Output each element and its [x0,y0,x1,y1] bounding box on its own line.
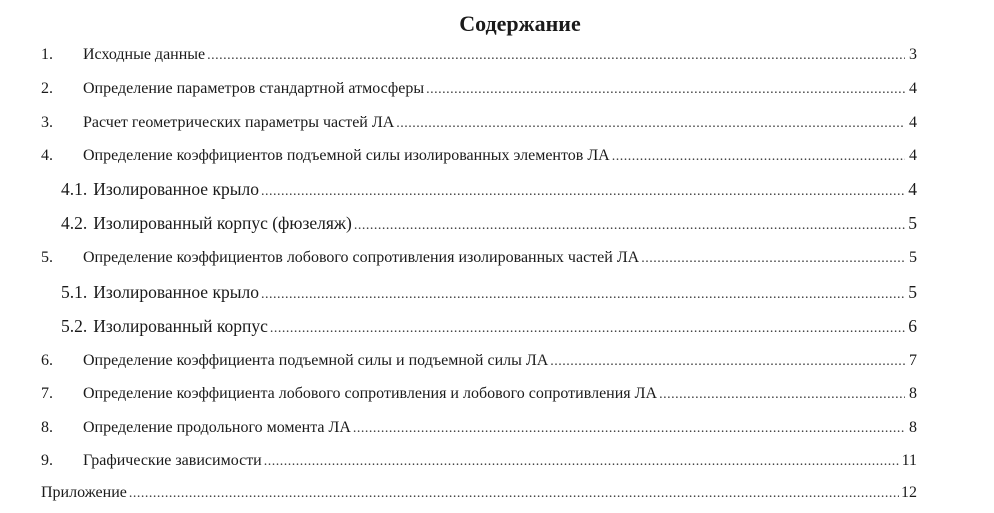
toc-entry[interactable] [41,383,917,406]
toc-entry-page: 5 [908,282,917,302]
toc-subentry[interactable] [61,280,917,307]
toc-entry-number: 3. [41,114,53,131]
toc-entry-page: 3 [909,46,917,63]
toc-entry-page: 11 [901,452,917,469]
dot-leader [264,451,900,473]
dot-leader [612,146,905,168]
dot-leader [261,180,905,204]
toc-entry[interactable] [41,247,917,270]
toc-entry-label: Изолированное крыло [93,179,259,199]
toc-entry-label: Исходные данные [83,46,206,63]
toc-entry-label: Определение коэффициента подъемной силы и подъемной силы ЛА [83,352,549,369]
toc-entry-number: 5.1. [61,282,88,302]
dot-leader [129,483,899,505]
toc-entry-label: Графические зависимости [83,452,262,469]
toc-entry-label: Определение параметров стандартной атмосферы [83,80,425,97]
toc-subentry[interactable] [61,314,917,341]
page-title: Содержание [459,11,581,36]
toc-entry-page: 4 [908,179,917,199]
dot-leader [550,351,905,373]
toc-entry-label: Изолированное крыло [93,282,259,302]
toc-entry-number: 5. [41,249,53,266]
toc-entry-page: 8 [909,385,917,402]
toc-subentry[interactable] [61,177,917,204]
toc-entry[interactable] [41,112,917,135]
toc-entry[interactable] [41,78,917,101]
dot-leader [270,317,905,341]
toc-entry-page: 8 [909,419,917,436]
toc-entry-label: Изолированный корпус [93,316,268,336]
toc-entry-number: 9. [41,452,53,469]
toc-entry-number: 1. [41,46,53,63]
toc-entry-label: Изолированный корпус (фюзеляж) [93,213,352,233]
toc-entry-page: 4 [909,147,917,164]
toc-entry-number: 5.2. [61,316,88,336]
dot-leader [207,45,905,67]
dot-leader [354,214,905,238]
toc-entry-label: Определение продольного момента ЛА [83,419,351,436]
toc-entry-page: 5 [908,213,917,233]
dot-leader [641,248,905,270]
dot-leader [659,384,905,406]
dot-leader [261,283,905,307]
dot-leader [353,418,905,440]
toc-entry-label: Определение коэффициентов подъемной силы изолированных элементов ЛА [83,147,610,164]
toc-entry-label: Приложение [41,484,127,501]
toc-entry-appendix[interactable] [41,482,917,505]
toc-entry-page: 12 [901,484,917,501]
toc-entry-page: 6 [908,316,917,336]
toc-entry-label: Расчет геометрических параметры частей ЛА [83,114,395,131]
toc-entry-number: 6. [41,352,53,369]
toc-entry-page: 4 [909,114,917,131]
dot-leader [396,113,905,135]
toc-entry[interactable] [41,350,917,373]
toc-entry-number: 8. [41,419,53,436]
toc-entry[interactable] [41,145,917,168]
toc-subentry[interactable] [61,211,917,238]
toc-entry[interactable] [41,44,917,67]
toc-entry-number: 4.2. [61,213,88,233]
toc-entry-label: Определение коэффициента лобового сопротивления и лобового сопротивления ЛА [83,385,658,402]
toc-entry-page: 7 [909,352,917,369]
toc-entry-number: 4. [41,147,53,164]
toc-entry-label: Определение коэффициентов лобового сопротивления изолированных частей ЛА [83,249,640,266]
toc-entry-page: 4 [909,80,917,97]
dot-leader [426,79,905,101]
toc-entry-page: 5 [909,249,917,266]
toc-entry[interactable] [41,417,917,440]
toc-entry-number: 2. [41,80,53,97]
toc-entry-number: 4.1. [61,179,88,199]
toc-entry[interactable] [41,450,917,473]
toc-entry-number: 7. [41,385,53,402]
